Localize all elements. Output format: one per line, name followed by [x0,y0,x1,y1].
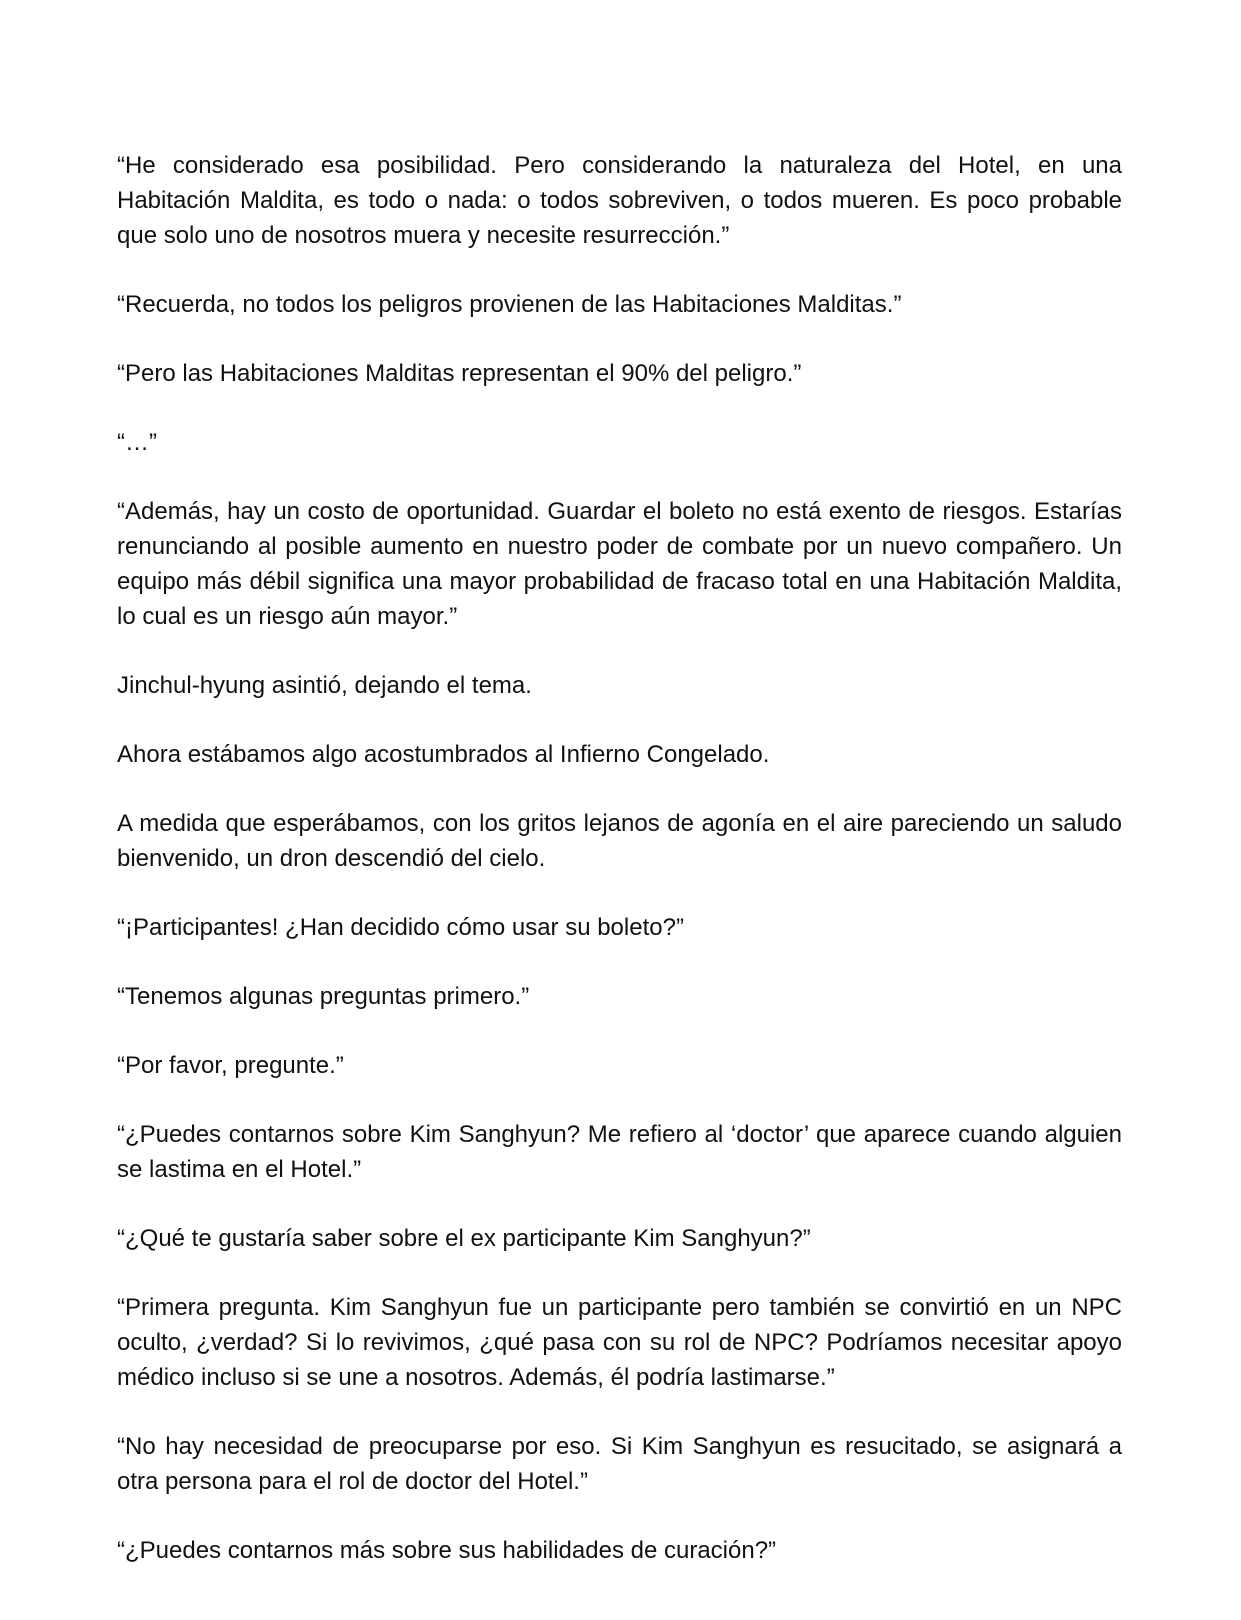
paragraph: “Tenemos algunas preguntas primero.” [117,983,530,1010]
paragraph: “¿Puedes contarnos más sobre sus habilidades de curación?” [117,1537,777,1564]
paragraph: A medida que esperábamos, con los gritos lejanos de agonía en el aire pareciendo un saludo bienvenido, un dron descendió del cielo. [117,810,1122,872]
paragraph: “Recuerda, no todos los peligros provienen de las Habitaciones Malditas.” [117,291,902,318]
paragraph: Jinchul-hyung asintió, dejando el tema. [117,672,532,699]
document-body [117,148,1122,1602]
paragraph: Ahora estábamos algo acostumbrados al Infierno Congelado. [117,741,770,768]
paragraph: “…” [117,429,157,456]
paragraph: “¿Puedes contarnos sobre Kim Sanghyun? Me refiero al ‘doctor’ que aparece cuando alguien se lastima en el Hotel.” [117,1121,1122,1183]
paragraph: “No hay necesidad de preocuparse por eso. Si Kim Sanghyun es resucitado, se asignará a otra persona para el rol de doctor del Hotel.” [117,1433,1122,1495]
paragraph: “Primera pregunta. Kim Sanghyun fue un participante pero también se convirtió en un NPC oculto, ¿verdad? Si lo revivimos, ¿qué pasa con su rol de NPC? Podríamos necesitar apoyo médico incluso si se une a nosotros. Además, él podría lastimarse.” [117,1294,1122,1391]
paragraph: “Pero las Habitaciones Malditas representan el 90% del peligro.” [117,360,802,387]
paragraph: “Por favor, pregunte.” [117,1052,344,1079]
paragraph: “¡Participantes! ¿Han decidido cómo usar su boleto?” [117,914,684,941]
paragraph: “Además, hay un costo de oportunidad. Guardar el boleto no está exento de riesgos. Estarías renunciando al posible aumento en nuestro poder de combate por un nuevo compañero. Un equipo más débil significa una mayor probabilidad de fracaso total en una Habitación Maldita, lo cual es un riesgo aún mayor.” [117,498,1122,630]
paragraph: “He considerado esa posibilidad. Pero considerando la naturaleza del Hotel, en una Habitación Maldita, es todo o nada: o todos sobreviven, o todos mueren. Es poco probable que solo uno de nosotros muera y necesite resurrección.” [117,152,1122,249]
paragraph: “¿Qué te gustaría saber sobre el ex participante Kim Sanghyun?” [117,1225,811,1252]
